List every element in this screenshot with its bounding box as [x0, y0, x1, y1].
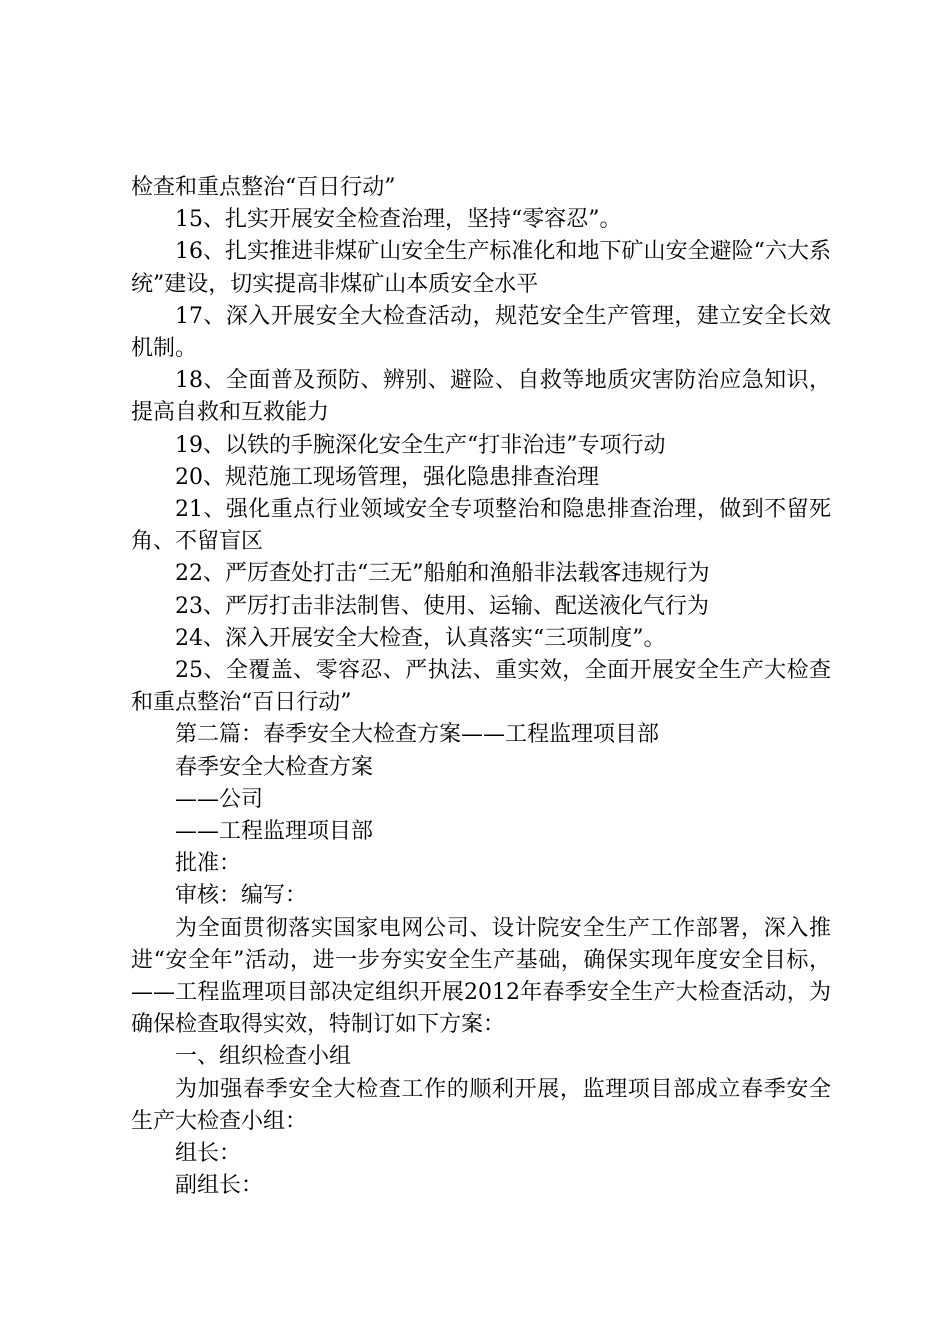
- paragraph: 20、规范施工现场管理，强化隐患排查治理: [175, 464, 599, 490]
- leader-line: 组长：: [175, 1141, 242, 1167]
- document-title: 春季安全大检查方案: [175, 754, 374, 780]
- section-heading: 第二篇：春季安全大检查方案——工程监理项目部: [175, 722, 660, 748]
- paragraph: 17、深入开展安全大检查活动，规范安全生产管理，建立安全长效机制。: [131, 303, 831, 362]
- approval-line: 批准：: [175, 851, 242, 877]
- paragraph: 检查和重点整治“百日行动”: [131, 175, 396, 200]
- deputy-leader-line: 副组长：: [175, 1173, 264, 1199]
- paragraph: 24、深入开展安全大检查，认真落实“三项制度”。: [175, 625, 666, 651]
- department-line: ——工程监理项目部: [175, 819, 374, 845]
- paragraph: 15、扎实开展安全检查治理，坚持“零容忍”。: [175, 207, 622, 233]
- paragraph: 23、严厉打击非法制售、使用、运输、配送液化气行为: [175, 593, 709, 619]
- review-line: 审核：编写：: [175, 883, 308, 909]
- paragraph: 为加强春季安全大检查工作的顺利开展，监理项目部成立春季安全生产大检查小组：: [131, 1076, 831, 1134]
- paragraph: 19、以铁的手腕深化安全生产“打非治违”专项行动: [175, 432, 666, 458]
- company-line: ——公司: [175, 786, 264, 812]
- paragraph: 18、全面普及预防、辨别、避险、自救等地质灾害防治应急知识，提高自救和互救能力: [131, 368, 831, 426]
- paragraph: 22、严厉查处打击“三无”船舶和渔船非法载客违规行为: [175, 561, 710, 587]
- paragraph: 16、扎实推进非煤矿山安全生产标准化和地下矿山安全避险“六大系统”建设，切实提高非煤矿山本质安全水平: [131, 239, 831, 297]
- section-heading: 一、组织检查小组: [175, 1044, 352, 1070]
- paragraph: 为全面贯彻落实国家电网公司、设计院安全生产工作部署，深入推进“安全年”活动，进一步夯实安全生产基础，确保实现年度安全目标，——工程监理项目部决定组织开展2012年春季安全生产大检查活动，为确保检查取得实效，特制订如下方案：: [131, 915, 831, 1038]
- document-body: [131, 172, 831, 1203]
- paragraph: 21、强化重点行业领域安全专项整治和隐患排查治理，做到不留死角、不留盲区: [131, 497, 831, 555]
- paragraph: 25、全覆盖、零容忍、严执法、重实效，全面开展安全生产大检查和重点整治“百日行动”: [131, 658, 831, 716]
